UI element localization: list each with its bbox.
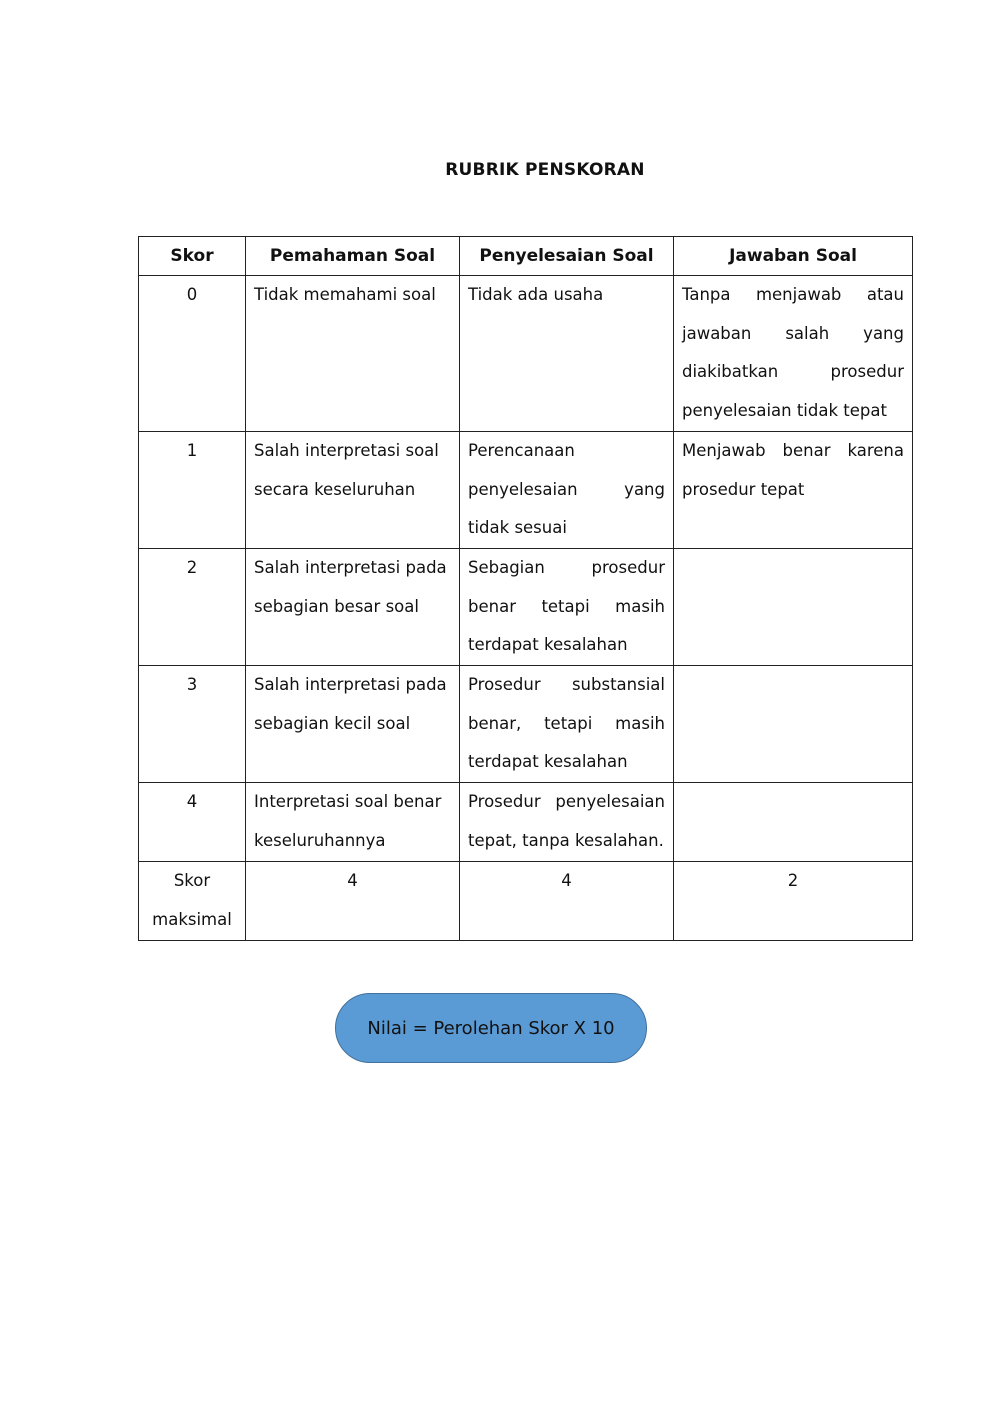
cell-pemahaman: Interpretasi soal benar keseluruhannya: [246, 783, 460, 862]
header-jawaban-soal: Jawaban Soal: [674, 237, 913, 276]
cell-skor-maksimal-label: Skor maksimal: [139, 862, 246, 941]
cell-max-pemahaman: 4: [246, 862, 460, 941]
cell-jawaban: [674, 783, 913, 862]
table-row: [139, 432, 913, 549]
cell-jawaban: Tanpa menjawab atau jawaban salah yang diakibatkan prosedur penyelesaian tidak tepat: [674, 276, 913, 432]
scoring-rubric-table: [138, 236, 913, 941]
table-row: [139, 783, 913, 862]
cell-skor: 0: [139, 276, 246, 432]
cell-skor: 2: [139, 549, 246, 666]
page-title: RUBRIK PENSKORAN: [445, 160, 645, 180]
table-row: [139, 666, 913, 783]
header-skor: Skor: [139, 237, 246, 276]
cell-max-penyelesaian: 4: [460, 862, 674, 941]
cell-pemahaman: Salah interpretasi pada sebagian kecil soal: [246, 666, 460, 783]
cell-jawaban: [674, 666, 913, 783]
cell-jawaban: Menjawab benar karena prosedur tepat: [674, 432, 913, 549]
cell-skor: 3: [139, 666, 246, 783]
score-formula-box: Nilai = Perolehan Skor X 10: [335, 993, 647, 1063]
cell-penyelesaian: Prosedur substansial benar, tetapi masih terdapat kesalahan: [460, 666, 674, 783]
table-row: [139, 276, 913, 432]
cell-skor: 4: [139, 783, 246, 862]
cell-max-jawaban: 2: [674, 862, 913, 941]
max-score-row: [139, 862, 913, 941]
cell-penyelesaian: Sebagian prosedur benar tetapi masih terdapat kesalahan: [460, 549, 674, 666]
cell-pemahaman: Salah interpretasi pada sebagian besar soal: [246, 549, 460, 666]
cell-penyelesaian: Tidak ada usaha: [460, 276, 674, 432]
cell-penyelesaian: Prosedur penyelesaian tepat, tanpa kesalahan.: [460, 783, 674, 862]
cell-penyelesaian: Perencanaan penyelesaian yang tidak sesuai: [460, 432, 674, 549]
table-header-row: [139, 237, 913, 276]
cell-jawaban: [674, 549, 913, 666]
cell-pemahaman: Tidak memahami soal: [246, 276, 460, 432]
header-penyelesaian-soal: Penyelesaian Soal: [460, 237, 674, 276]
cell-skor: 1: [139, 432, 246, 549]
table-row: [139, 549, 913, 666]
header-pemahaman-soal: Pemahaman Soal: [246, 237, 460, 276]
cell-pemahaman: Salah interpretasi soal secara keseluruhan: [246, 432, 460, 549]
